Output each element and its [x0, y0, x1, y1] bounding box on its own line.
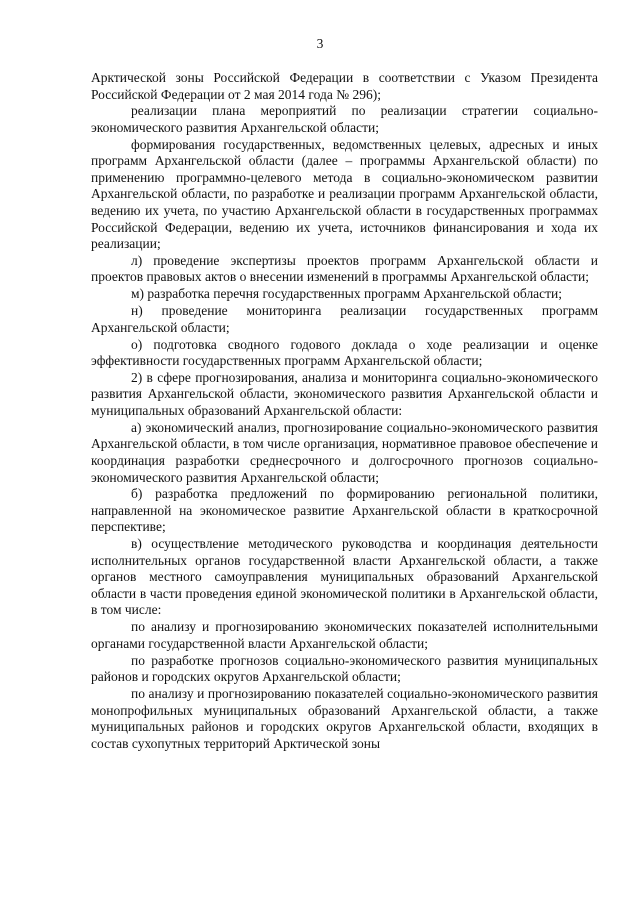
paragraph-item-m: м) разработка перечня государственных программ Архангельской области; — [131, 286, 563, 302]
page-number: 3 — [316, 36, 324, 51]
document-body — [91, 70, 598, 753]
paragraph-item-a: а) экономический анализ, прогнозирование социально-экономического развития Архангельской области, в том числе организация, нормативное правовое обеспечение и координация разработки среднесрочного и долгосрочного прогнозов социально-экономического развития Архангельской области; — [91, 419, 598, 485]
paragraph-item-l: л) проведение экспертизы проектов программ Архангельской области и проектов правовых актов о внесении изменений в программы Архангельской области; — [91, 252, 598, 285]
paragraph-item-v: в) осуществление методического руководства и координация деятельности исполнительных органов государственной власти Архангельской области, а также органов местного самоуправления муниципальных образований Архангельской области в части проведения единой экономической политики в Архангельской области, в том числе: — [91, 536, 598, 618]
paragraph: реализации плана мероприятий по реализации стратегии социально-экономического развития Архангельской области; — [91, 103, 598, 135]
paragraph-item-o: о) подготовка сводного годового доклада о ходе реализации и оценке эффективности государственных программ Архангельской области; — [91, 336, 598, 369]
paragraph-subitem: по разработке прогнозов социально-экономического развития муниципальных районов и городских округов Архангельской области; — [91, 652, 598, 685]
paragraph: формирования государственных, ведомственных целевых, адресных и иных программ Архангельской области (далее – программы Архангельской области) по применению программно-целевого метода в социально-экономическом развитии Архангельской области, по разработке и реализации программ Архангельской области, ведению их учета, по участию Архангельской области в государственных программах Российской Федерации, ведению их учета, источников финансирования и хода их реализации; — [91, 136, 598, 252]
paragraph-section-2: 2) в сфере прогнозирования, анализа и мониторинга социально-экономического развития Архангельской области, экономического развития Архангельской области и муниципальных образований Архангельской области: — [91, 369, 598, 419]
paragraph-subitem: по анализу и прогнозированию показателей социально-экономического развития монопрофильных муниципальных образований Архангельской области, а также муниципальных районов и городских округов Архангельской области, входящих в состав сухопутных территорий Арктической зоны — [91, 686, 598, 751]
paragraph-item-b: б) разработка предложений по формированию региональной политики, направленной на экономическое развитие Архангельской области в краткосрочной перспективе; — [91, 486, 598, 535]
paragraph-continuation: Арктической зоны Российской Федерации в соответствии с Указом Президента Российской Федерации от 2 мая 2014 года № 296); — [91, 70, 598, 102]
paragraph-subitem: по анализу и прогнозированию экономических показателей исполнительными органами государственной власти Архангельской области; — [91, 619, 598, 651]
paragraph-item-n: н) проведение мониторинга реализации государственных программ Архангельской области; — [91, 303, 598, 335]
